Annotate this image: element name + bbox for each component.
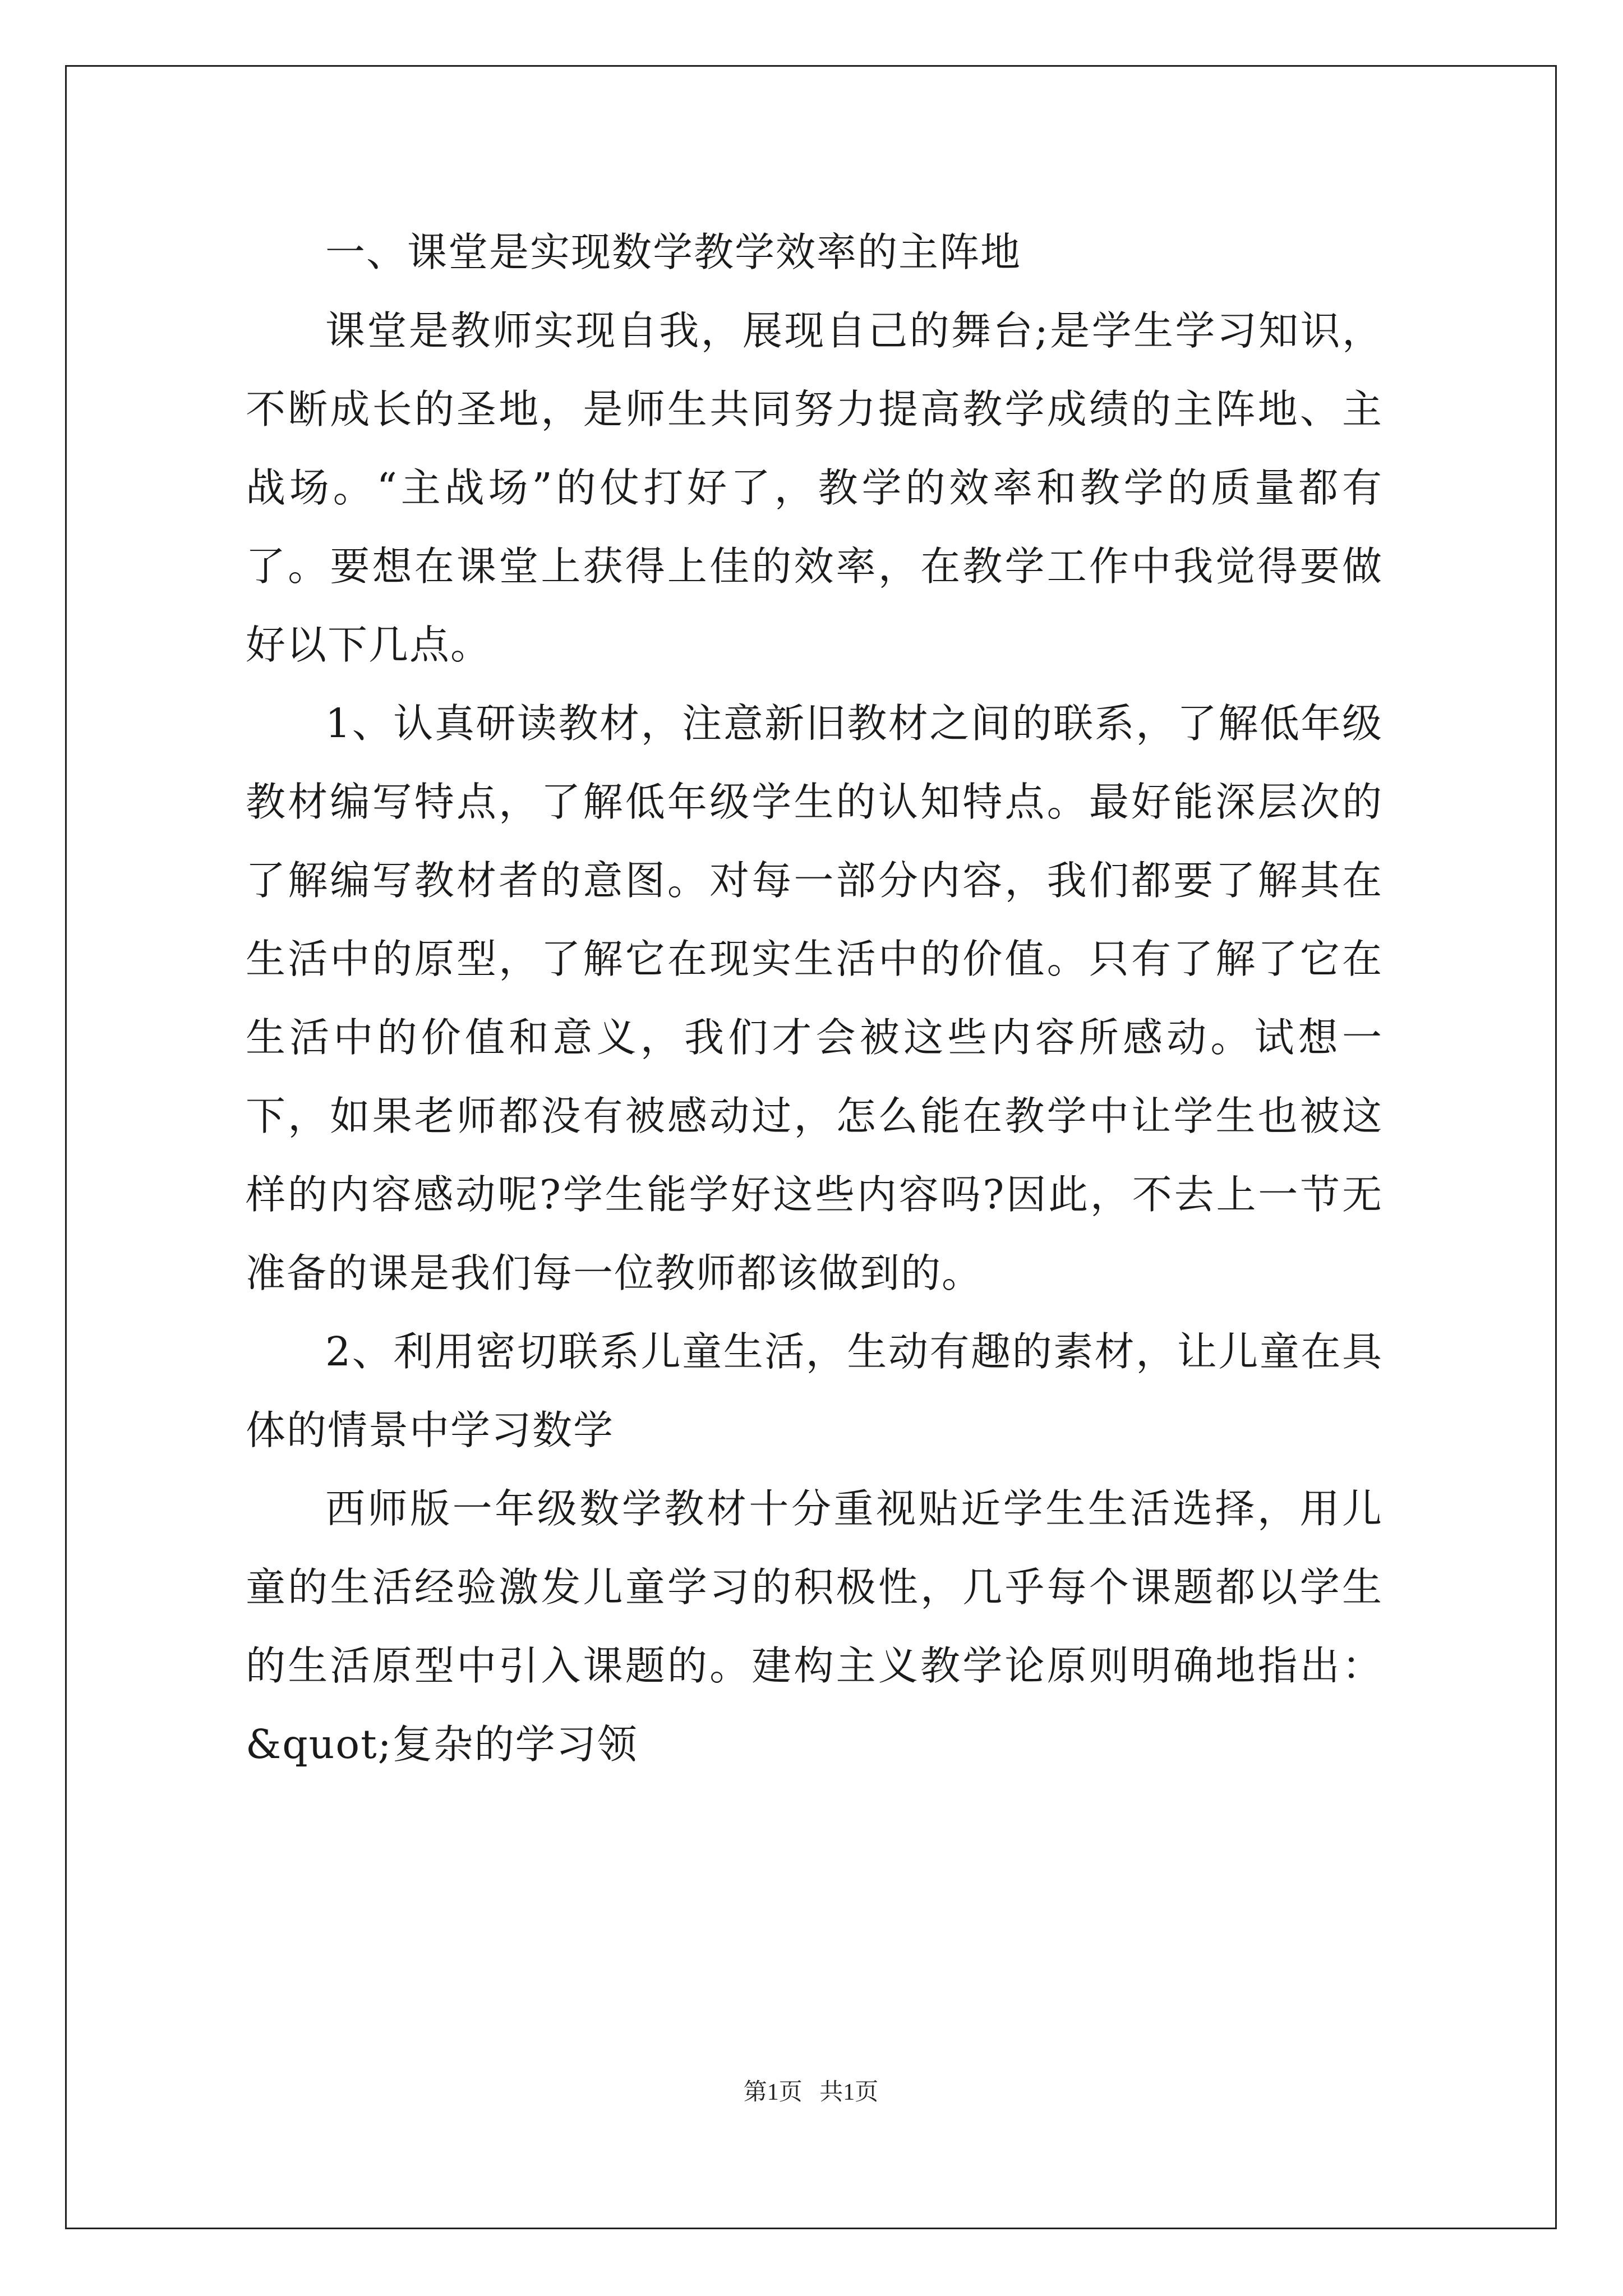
paragraph: 课堂是教师实现自我，展现自己的舞台;是学生学习知识，不断成长的圣地，是师生共同努力提高教学成绩的主阵地、主战场。“主战场”的仗打好了，教学的效率和教学的质量都有了。要想在课堂上获得上佳的效率，在教学工作中我觉得要做好以下几点。 bbox=[246, 307, 1383, 668]
page-total: 共1页 bbox=[819, 2079, 879, 2105]
section-heading: 一、课堂是实现数学教学效率的主阵地 bbox=[325, 229, 1022, 275]
page-number: 第1页 bbox=[743, 2079, 803, 2105]
document-body bbox=[65, 65, 1557, 2229]
page-footer bbox=[65, 2073, 1557, 2107]
paragraph: 西师版一年级数学教材十分重视贴近学生生活选择，用儿童的生活经验激发儿童学习的积极性，几乎每个课题都以学生的生活原型中引入课题的。建构主义教学论原则明确地指出：&quot;复杂的学习领 bbox=[246, 1485, 1383, 1768]
paragraph: 1、认真研读教材，注意新旧教材之间的联系，了解低年级教材编写特点，了解低年级学生的认知特点。最好能深层次的了解编写教材者的意图。对每一部分内容，我们都要了解其在生活中的原型，了解它在现实生活中的价值。只有了解了它在生活中的价值和意义，我们才会被这些内容所感动。试想一下，如果老师都没有被感动过，怎么能在教学中让学生也被这样的内容感动呢?学生能学好这些内容吗?因此，不去上一节无准备的课是我们每一位教师都该做到的。 bbox=[246, 700, 1383, 1296]
paragraph: 2、利用密切联系儿童生活，生动有趣的素材，让儿童在具体的情景中学习数学 bbox=[246, 1328, 1383, 1453]
